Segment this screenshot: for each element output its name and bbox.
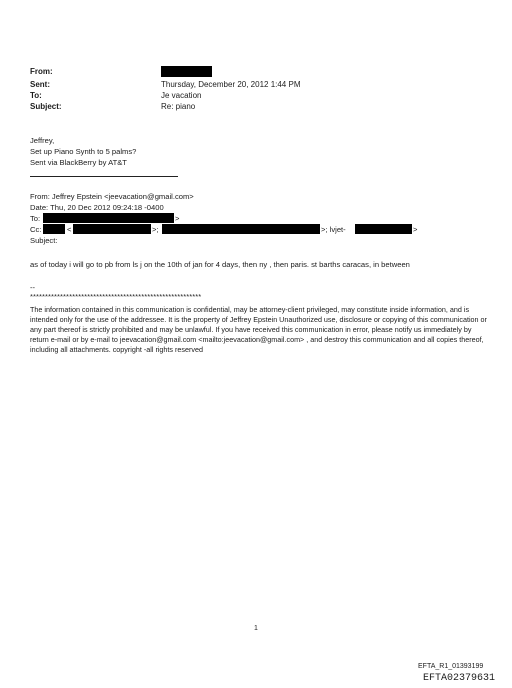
doc-id-small: EFTA_R1_01393199	[418, 663, 484, 670]
original-subject-label: Subject:	[30, 236, 58, 245]
cc-separator-1: >;	[152, 225, 159, 234]
signature-dash: --	[30, 283, 36, 292]
to-redaction	[43, 213, 174, 223]
cc-redaction-2	[73, 224, 151, 234]
subject-label: Subject:	[30, 102, 62, 111]
original-from: From: Jeffrey Epstein <jeevacation@gmail.com>	[30, 192, 194, 201]
from-redaction	[161, 66, 212, 77]
to-value: Je vacation	[161, 91, 202, 100]
page-number: 1	[254, 625, 258, 632]
from-label: From:	[30, 67, 53, 76]
sent-value: Thursday, December 20, 2012 1:44 PM	[161, 80, 301, 89]
cc-open-bracket: <	[67, 225, 72, 234]
to-label: To:	[30, 91, 42, 100]
signature-stars: *********************************************************	[30, 292, 202, 301]
original-message-body: as of today i will go to pb from ls j on the 10th of jan for 4 days, then ny , then paris. st barths caracas, in between	[30, 260, 410, 269]
reply-greeting: Jeffrey,	[30, 136, 55, 145]
confidentiality-notice: The information contained in this communication is confidential, may be attorney-client privileged, may constitute inside information, and is intended only for the use of the addressee. It is the property of Jeffrey Epstein Unauthorized use, disclosure or copying of this communication or any part thereof is strictly prohibited and may be unlawful. If you have received this communication in error, please notify us immediately by return e-mail or by e-mail to jeevacation@gmail.com <mailto:jeevacation@gmail.com> , and destroy this communication and all copies thereof, including all attachments. copyright -all rights reserved	[30, 305, 487, 354]
reply-sent-via: Sent via BlackBerry by AT&T	[30, 158, 127, 167]
original-cc-label: Cc:	[30, 225, 42, 234]
doc-id-large: EFTA02379631	[423, 673, 496, 684]
cc-separator-2: >; lvjet-	[321, 225, 346, 234]
reply-question: Set up Piano Synth to 5 palms?	[30, 147, 137, 156]
cc-redaction-3	[162, 224, 320, 234]
cc-close-bracket: >	[413, 225, 418, 234]
original-to-tail: >	[175, 214, 180, 223]
cc-redaction-1	[43, 224, 65, 234]
reply-separator-line	[30, 176, 178, 177]
sent-label: Sent:	[30, 80, 50, 89]
cc-redaction-4	[355, 224, 412, 234]
original-to-label: To:	[30, 214, 41, 223]
subject-value: Re: piano	[161, 102, 196, 111]
original-date: Date: Thu, 20 Dec 2012 09:24:18 -0400	[30, 203, 164, 212]
